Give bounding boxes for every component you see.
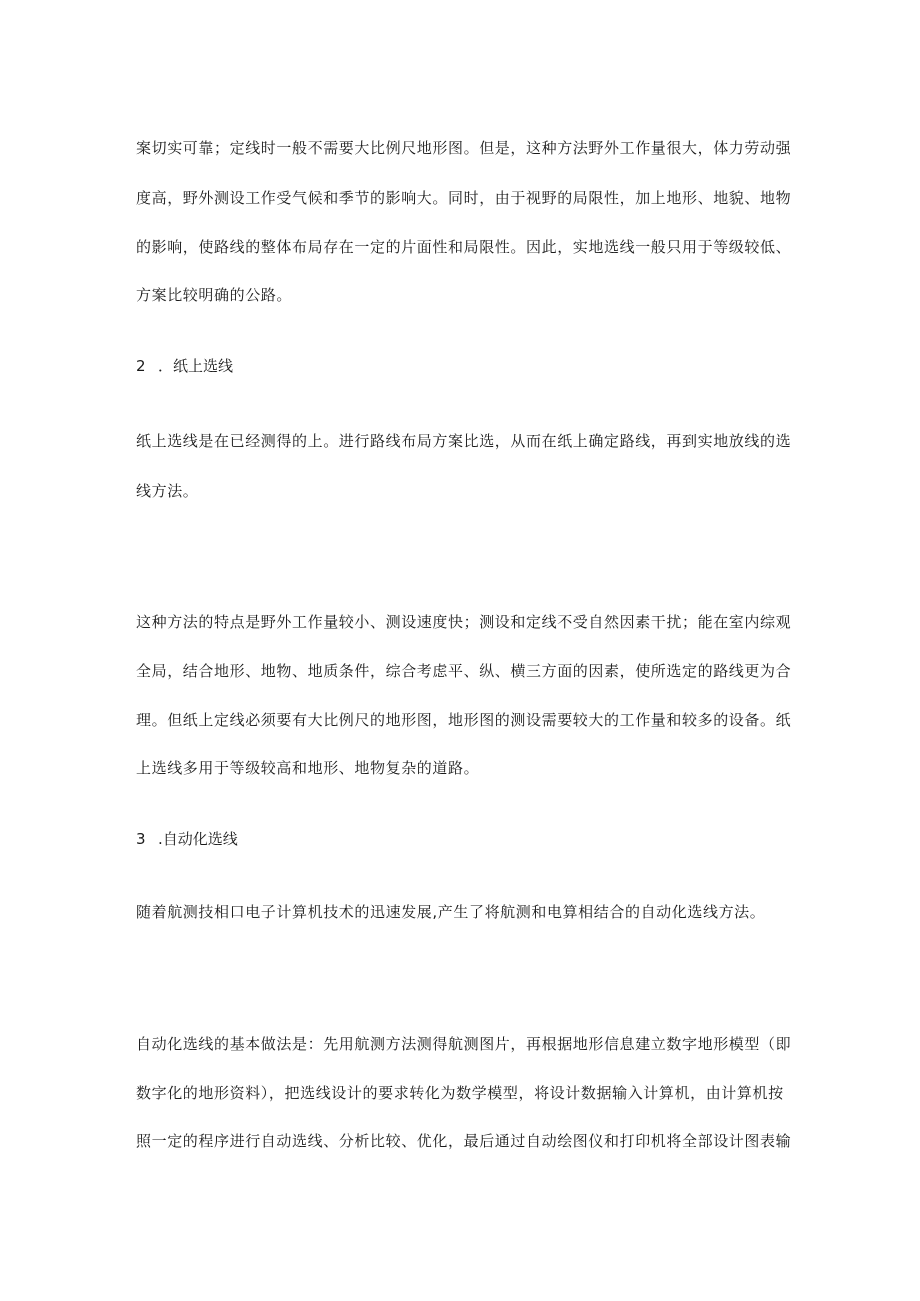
text-line: 照一定的程序进行自动选线、分析比较、优化，最后通过自动绘图仪和打印机将全部设计图表输 [136,1132,792,1150]
section-heading-automated-selection [136,829,238,849]
text-line: 纸上选线是在已经测得的上。进行路线布局方案比选，从而在纸上确定路线，再到实地放线的选 [136,432,792,450]
text-line: 这种方法的特点是野外工作量较小、测设速度快；测设和定线不受自然因素干扰；能在室内综观 [136,613,792,631]
section-title: .自动化选线 [158,830,238,848]
text-line: 的影响，使路线的整体布局存在一定的片面性和局限性。因此，实地选线一般只用于等级较低、 [136,238,792,256]
text-line: 全局，结合地形、地物、地质条件，综合考虑平、纵、横三方面的因素，使所选定的路线更为合 [136,662,792,680]
section-number: 3 [136,830,146,848]
text-line: 自动化选线的基本做法是：先用航测方法测得航测图片，再根据地形信息建立数字地形模型（即 [136,1035,792,1053]
text-line: 案切实可靠；定线时一般不需要大比例尺地形图。但是，这种方法野外工作量很大，体力劳动强 [136,139,792,157]
text-line: 线方法。 [136,482,199,500]
section-title: ．纸上选线 [158,357,234,375]
section-number: 2 [136,357,146,375]
section-heading-paper-selection [136,356,233,376]
text-line: 理。但纸上定线必须要有大比例尺的地形图，地形图的测设需要较大的工作量和较多的设备。纸 [136,711,792,729]
text-line: 方案比较明确的公路。 [136,286,293,304]
text-line: 数字化的地形资料），把选线设计的要求转化为数学模型，将设计数据输入计算机，由计算机按 [136,1084,784,1102]
text-line: 随着航测技相口电子计算机技术的迅速发展,产生了将航测和电算相结合的自动化选线方法。 [136,903,766,921]
text-line: 上选线多用于等级较高和地形、地物复杂的道路。 [136,759,480,777]
text-line: 度高，野外测设工作受气候和季节的影响大。同时，由于视野的局限性，加上地形、地貌、地物 [136,189,792,207]
